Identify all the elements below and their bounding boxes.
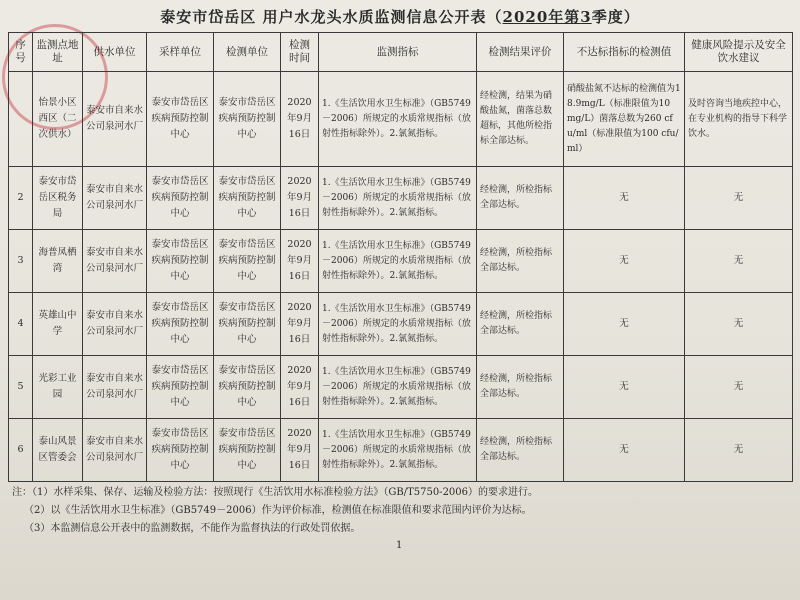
cell-tester: 泰安市岱岳区疾病预防控制中心	[214, 419, 281, 482]
cell-no: 5	[9, 356, 33, 419]
cell-value: 无	[564, 167, 685, 230]
table-row	[9, 293, 793, 356]
cell-indicator: 1.《生活饮用水卫生标准》（GB5749－2006）所规定的水质常规指标（放射性指标除外）。2.氯氮指标。	[319, 72, 477, 167]
footnote-2: （2）以《生活饮用水卫生标准》（GB5749－2006）作为评价标准，检测值在标准限值和要求范围内评价为达标。	[24, 505, 532, 516]
title-quarter: 3	[580, 8, 592, 26]
cell-no: 4	[9, 293, 33, 356]
cell-indicator: 1.《生活饮用水卫生标准》（GB5749－2006）所规定的水质常规指标（放射性指标除外）。2.氯氮指标。	[319, 167, 477, 230]
cell-tester: 泰安市岱岳区疾病预防控制中心	[214, 72, 281, 167]
cell-advice: 无	[685, 356, 793, 419]
cell-advice: 无	[685, 167, 793, 230]
document-title	[0, 6, 800, 27]
cell-result: 经检测，所检指标全部达标。	[477, 167, 564, 230]
table-row	[9, 230, 793, 293]
cell-site: 怡景小区西区（二次供水）	[33, 72, 83, 167]
cell-sampler: 泰安市岱岳区疾病预防控制中心	[147, 230, 214, 293]
title-year: 2020年第	[502, 8, 581, 26]
footnote-3: （3）本监测信息公开表中的监测数据，不能作为监督执法的行政处罚依据。	[24, 523, 361, 534]
cell-date: 2020年9月16日	[281, 72, 319, 167]
monitoring-table	[8, 32, 793, 482]
cell-tester: 泰安市岱岳区疾病预防控制中心	[214, 293, 281, 356]
title-prefix: 泰安市岱岳区 用户水龙头水质监测信息公开表（	[160, 8, 503, 26]
cell-site: 光彩工业园	[33, 356, 83, 419]
cell-value: 无	[564, 356, 685, 419]
cell-sampler: 泰安市岱岳区疾病预防控制中心	[147, 72, 214, 167]
cell-result: 经检测，所检指标全部达标。	[477, 356, 564, 419]
header-tester: 检测单位	[214, 33, 281, 72]
cell-value: 无	[564, 293, 685, 356]
cell-date: 2020年9月16日	[281, 419, 319, 482]
cell-value: 硝酸盐氮不达标的检测值为18.9mg/L（标准限值为10 mg/L）菌落总数为260 cfu/ml（标准限值为100 cfu/ml）	[564, 72, 685, 167]
header-result: 检测结果评价	[477, 33, 564, 72]
table-row	[9, 356, 793, 419]
cell-supplier: 泰安市自来水公司泉河水厂	[83, 230, 147, 293]
title-suffix: 季度）	[591, 8, 640, 26]
cell-supplier: 泰安市自来水公司泉河水厂	[83, 356, 147, 419]
header-sampler: 采样单位	[147, 33, 214, 72]
cell-tester: 泰安市岱岳区疾病预防控制中心	[214, 356, 281, 419]
cell-result: 经检测，结果为硝酸盐氮，菌落总数超标，其他所检指标全部达标。	[477, 72, 564, 167]
cell-date: 2020年9月16日	[281, 230, 319, 293]
cell-sampler: 泰安市岱岳区疾病预防控制中心	[147, 419, 214, 482]
cell-supplier: 泰安市自来水公司泉河水厂	[83, 419, 147, 482]
cell-supplier: 泰安市自来水公司泉河水厂	[83, 293, 147, 356]
header-value: 不达标指标的检测值	[564, 33, 685, 72]
cell-indicator: 1.《生活饮用水卫生标准》（GB5749－2006）所规定的水质常规指标（放射性指标除外）。2.氯氮指标。	[319, 293, 477, 356]
table-row	[9, 72, 793, 167]
header-date: 检测时间	[281, 33, 319, 72]
cell-date: 2020年9月16日	[281, 167, 319, 230]
cell-indicator: 1.《生活饮用水卫生标准》（GB5749－2006）所规定的水质常规指标（放射性指标除外）。2.氯氮指标。	[319, 230, 477, 293]
cell-site: 海普凤栖湾	[33, 230, 83, 293]
cell-advice: 无	[685, 419, 793, 482]
cell-no: 2	[9, 167, 33, 230]
cell-site: 泰山风景区管委会	[33, 419, 83, 482]
cell-date: 2020年9月16日	[281, 356, 319, 419]
cell-supplier: 泰安市自来水公司泉河水厂	[83, 72, 147, 167]
cell-result: 经检测，所检指标全部达标。	[477, 419, 564, 482]
cell-advice: 无	[685, 230, 793, 293]
cell-date: 2020年9月16日	[281, 293, 319, 356]
cell-indicator: 1.《生活饮用水卫生标准》（GB5749－2006）所规定的水质常规指标（放射性指标除外）。2.氯氮指标。	[319, 356, 477, 419]
cell-tester: 泰安市岱岳区疾病预防控制中心	[214, 167, 281, 230]
header-advice: 健康风险提示及安全饮水建议	[685, 33, 793, 72]
cell-site: 英雄山中学	[33, 293, 83, 356]
cell-no: 3	[9, 230, 33, 293]
page-number: 1	[396, 540, 403, 551]
header-indicator: 监测指标	[319, 33, 477, 72]
cell-tester: 泰安市岱岳区疾病预防控制中心	[214, 230, 281, 293]
table-row	[9, 419, 793, 482]
table-header-row	[9, 33, 793, 72]
header-supplier: 供水单位	[83, 33, 147, 72]
cell-advice: 无	[685, 293, 793, 356]
cell-no: 6	[9, 419, 33, 482]
footnote-1: 注：（1）水样采集、保存、运输及检验方法：按照现行《生活饮用水标准检验方法》（GB/T5750-2006）的要求进行。	[12, 487, 539, 498]
cell-value: 无	[564, 419, 685, 482]
cell-result: 经检测，所检指标全部达标。	[477, 230, 564, 293]
cell-site: 泰安市岱岳区税务局	[33, 167, 83, 230]
cell-sampler: 泰安市岱岳区疾病预防控制中心	[147, 356, 214, 419]
cell-sampler: 泰安市岱岳区疾病预防控制中心	[147, 167, 214, 230]
table-row	[9, 167, 793, 230]
cell-supplier: 泰安市自来水公司泉河水厂	[83, 167, 147, 230]
cell-sampler: 泰安市岱岳区疾病预防控制中心	[147, 293, 214, 356]
cell-result: 经检测，所检指标全部达标。	[477, 293, 564, 356]
header-site: 监测点地址	[33, 33, 83, 72]
cell-no	[9, 72, 33, 167]
cell-advice: 及时咨询当地疾控中心，在专业机构的指导下科学饮水。	[685, 72, 793, 167]
footnotes	[12, 484, 792, 538]
header-no: 序号	[9, 33, 33, 72]
cell-value: 无	[564, 230, 685, 293]
cell-indicator: 1.《生活饮用水卫生标准》（GB5749－2006）所规定的水质常规指标（放射性指标除外）。2.氯氮指标。	[319, 419, 477, 482]
